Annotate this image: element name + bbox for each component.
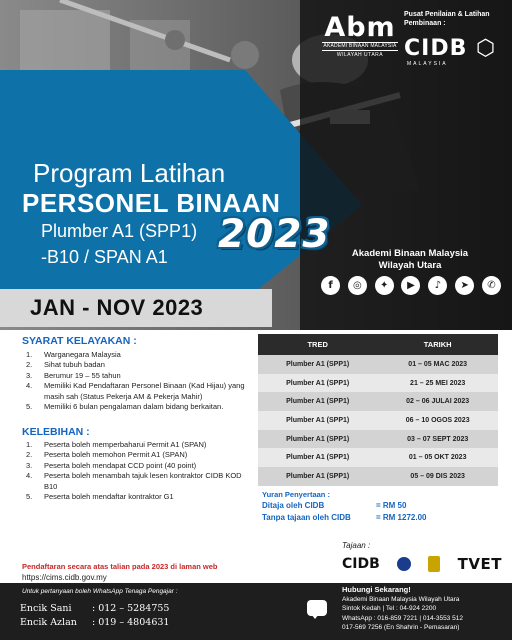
date-cell: 01 – 05 OKT 2023 <box>377 448 498 467</box>
list-item-text: Warganegara Malaysia <box>44 350 121 359</box>
list-item-text: Sihat tubuh badan <box>44 360 105 370</box>
list-item-number: 2. <box>26 450 33 460</box>
hub-title: Hubungi Sekarang! <box>342 585 411 594</box>
cidb-wordmark: CIDB <box>404 36 468 61</box>
whatsapp-note: Untuk pertanyaan boleh WhatsApp Tenaga Pengajar : <box>22 588 178 595</box>
table-row <box>258 392 498 411</box>
abm-tagline: AKADEMI BINAAN MALAYSIA <box>323 43 397 49</box>
hub-line2[interactable]: Sintok Kedah | Tel : 04-924 2200 <box>342 605 437 613</box>
list-item <box>26 371 252 381</box>
academy-name-line2: Wilayah Utara <box>378 260 442 271</box>
instagram-icon[interactable]: ◎ <box>348 276 367 295</box>
list-item-text: Peserta boleh memohon Permit A1 (SPAN) <box>44 450 188 460</box>
list-item <box>26 471 252 492</box>
cidb-caption: Pusat Penilaian & Latihan Pembinaan : <box>404 11 490 27</box>
table-header-row <box>258 334 498 355</box>
trade-cell: Plumber A1 (SPP1) <box>258 430 377 449</box>
date-cell: 21 – 25 MEI 2023 <box>377 374 498 393</box>
tiktok-icon[interactable]: ♪ <box>428 276 447 295</box>
abm-logo <box>322 14 398 59</box>
list-item <box>26 350 252 360</box>
academy-name-line1: Akademi Binaan Malaysia <box>351 248 469 259</box>
trade-cell: Plumber A1 (SPP1) <box>258 467 377 486</box>
program-title-line2: PERSONEL BINAAN <box>22 188 281 218</box>
abm-region: WILAYAH UTARA <box>336 52 384 58</box>
academy-name <box>310 248 510 272</box>
sponsors-label: Tajaan : <box>342 541 371 550</box>
cidb-header <box>404 10 504 67</box>
trade-cell: Plumber A1 (SPP1) <box>258 374 377 393</box>
telegram-icon[interactable]: ➤ <box>455 276 474 295</box>
hub-line4[interactable]: 017-569 7256 (En Shahrin - Pemasaran) <box>342 624 460 632</box>
cidb-logo <box>404 36 504 61</box>
table-row <box>258 430 498 449</box>
date-cell: 01 – 05 MAC 2023 <box>377 355 498 374</box>
list-item-number: 1. <box>26 350 33 359</box>
cidb-mark-icon: ⬡ <box>476 36 497 61</box>
list-item-text: Peserta boleh menambah tajuk lesen kontraktor CIDB KOD B10 <box>44 471 242 491</box>
program-subtitle-line1: Plumber A1 (SPP1) <box>41 221 198 241</box>
fee-sponsored-value: = RM 50 <box>376 501 407 510</box>
list-item-text: Peserta boleh memperbaharui Permit A1 (SPAN) <box>44 440 207 449</box>
registration-note: Pendaftaran secara atas talian pada 2023 di laman web <box>22 562 218 571</box>
contact-2-phone[interactable]: : 019 – 4804631 <box>92 617 170 628</box>
sponsor-cidb-logo: CIDB <box>342 556 380 572</box>
youtube-icon[interactable]: ▶ <box>401 276 420 295</box>
sponsor-crest-icon <box>428 556 440 572</box>
benefits-list <box>26 440 252 502</box>
list-item <box>26 461 252 471</box>
schedule-table <box>258 334 498 486</box>
date-cell: 06 – 10 OGOS 2023 <box>377 411 498 430</box>
list-item <box>26 450 252 460</box>
chat-icon <box>307 600 327 616</box>
list-item-number: 4. <box>26 381 33 391</box>
program-year: 2023 <box>218 212 331 257</box>
list-item-number: 2. <box>26 360 33 370</box>
requirements-title: SYARAT KELAYAKAN : <box>22 335 137 347</box>
registration-link[interactable]: https://cims.cidb.gov.my <box>22 573 107 582</box>
table-row <box>258 411 498 430</box>
list-item-text: Peserta boleh mendaftar kontraktor G1 <box>44 492 174 502</box>
contact-1-phone[interactable]: : 012 – 5284755 <box>92 603 170 614</box>
contact-2-name: Encik Azlan <box>20 617 77 628</box>
twitter-icon[interactable]: ✦ <box>375 276 394 295</box>
trade-cell: Plumber A1 (SPP1) <box>258 448 377 467</box>
list-item <box>26 381 252 402</box>
list-item-text: Memiliki Kad Pendaftaran Personel Binaan (Kad Hijau) yang masih sah (Status Pekerja AM & Pekerja Mahir) <box>44 381 245 401</box>
cidb-country: MALAYSIA <box>407 61 448 67</box>
list-item-number: 1. <box>26 440 33 449</box>
program-subtitle-line2: -B10 / SPAN A1 <box>41 247 168 267</box>
facebook-icon[interactable]: f <box>321 276 340 295</box>
list-item-text: Peserta boleh mendapat CCD point (40 point) <box>44 460 197 470</box>
sponsor-emblem-icon <box>397 557 411 571</box>
hub-line3[interactable]: WhatsApp : 016-859 7221 | 014-3553 512 <box>342 614 463 622</box>
table-row <box>258 374 498 393</box>
program-title-line1: Program Latihan <box>33 158 226 188</box>
table-row <box>258 448 498 467</box>
date-cell: 02 – 06 JULAI 2023 <box>377 392 498 411</box>
contact-hub <box>342 585 463 633</box>
sponsor-tvet-logo: TVET <box>457 555 502 573</box>
trade-cell: Plumber A1 (SPP1) <box>258 355 377 374</box>
column-header-tarikh: TARIKH <box>377 334 498 355</box>
sponsor-logos <box>342 553 502 575</box>
benefits-title: KELEBIHAN : <box>22 426 90 438</box>
list-item-number: 3. <box>26 460 33 470</box>
abm-wordmark: Abm <box>324 12 396 43</box>
list-item-number: 5. <box>26 402 33 412</box>
hub-line1: Akademi Binaan Malaysia Wilayah Utara <box>342 595 460 603</box>
trade-cell: Plumber A1 (SPP1) <box>258 392 377 411</box>
fees-title: Yuran Penyertaan : <box>262 490 330 499</box>
date-cell: 05 – 09 DIS 2023 <box>377 467 498 486</box>
whatsapp-icon[interactable]: ✆ <box>482 276 501 295</box>
list-item <box>26 492 252 502</box>
trade-cell: Plumber A1 (SPP1) <box>258 411 377 430</box>
fee-sponsored-label: Ditaja oleh CIDB <box>262 501 325 510</box>
list-item-number: 3. <box>26 370 33 380</box>
schedule-body <box>258 355 498 486</box>
table-row <box>258 355 498 374</box>
date-range: JAN - NOV 2023 <box>30 295 204 320</box>
list-item-number: 4. <box>26 471 33 481</box>
list-item <box>26 402 252 412</box>
list-item <box>26 360 252 370</box>
requirements-list <box>26 350 252 412</box>
fee-unsponsored-label: Tanpa tajaan oleh CIDB <box>262 513 351 522</box>
column-header-tred: TRED <box>258 334 377 355</box>
list-item-number: 5. <box>26 492 33 502</box>
date-cell: 03 – 07 SEPT 2023 <box>377 430 498 449</box>
list-item <box>26 440 252 450</box>
table-row <box>258 467 498 486</box>
list-item-text: Memiliki 6 bulan pengalaman dalam bidang berkaitan. <box>44 402 224 412</box>
social-icons <box>321 276 501 295</box>
list-item-text: Berumur 19 – 55 tahun <box>44 370 121 380</box>
contact-1-name: Encik Sani <box>20 603 72 614</box>
fee-unsponsored-value: = RM 1272.00 <box>376 513 427 522</box>
